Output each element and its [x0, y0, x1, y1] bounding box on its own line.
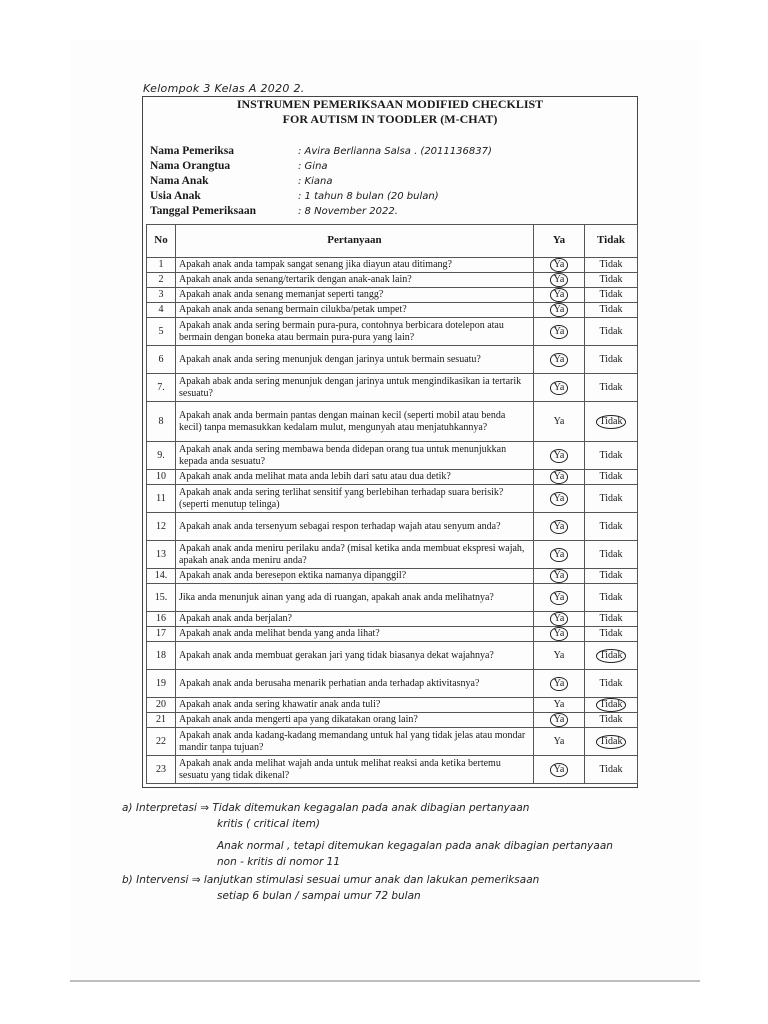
answer-ya: Ya — [553, 699, 565, 711]
answer-tidak-cell — [585, 612, 638, 627]
question-text: Apakah anak anda bermain pantas dengan mainan kecil (seperti mobil atau benda kecil) tanpa memasukkan kedalam mulut, mengunyah atau menjatuhkannya? — [176, 402, 534, 442]
answer-tidak: Tidak — [599, 628, 623, 640]
question-number: 7. — [147, 374, 176, 402]
table-row — [147, 541, 638, 569]
answer-tidak-cell — [585, 485, 638, 513]
table-row — [147, 756, 638, 784]
answer-ya-circled: Ya — [550, 677, 569, 691]
answer-ya-cell — [534, 470, 585, 485]
table-row — [147, 470, 638, 485]
question-number: 8 — [147, 402, 176, 442]
question-text: Apakah anak anda senang/tertarik dengan anak-anak lain? — [176, 273, 534, 288]
answer-ya-circled: Ya — [550, 569, 569, 583]
header-question: Pertanyaan — [176, 225, 534, 258]
answer-ya-circled: Ya — [550, 353, 569, 367]
interpretation-line-1: a) Interpretasi ⇒ Tidak ditemukan kegagalan pada anak dibagian pertanyaan — [122, 802, 530, 814]
question-number: 6 — [147, 346, 176, 374]
question-number: 9. — [147, 442, 176, 470]
answer-tidak-cell — [585, 470, 638, 485]
info-row-parent — [150, 159, 492, 174]
answer-ya-circled: Ya — [550, 492, 569, 506]
answer-ya-cell — [534, 670, 585, 698]
question-number: 19 — [147, 670, 176, 698]
header-no: No — [147, 225, 176, 258]
answer-ya-cell — [534, 442, 585, 470]
table-row — [147, 670, 638, 698]
group-class-note: Kelompok 3 Kelas A 2020 2. — [143, 82, 305, 95]
question-number: 1 — [147, 258, 176, 273]
answer-tidak-cell — [585, 569, 638, 584]
title-line-1: INSTRUMEN PEMERIKSAAN MODIFIED CHECKLIST — [236, 97, 544, 111]
answer-tidak: Tidak — [599, 304, 623, 316]
question-text: Apakah anak anda kadang-kadang memandang untuk hal yang tidak jelas atau mondar mandir tanpa tujuan? — [176, 728, 534, 756]
info-label: Nama Anak — [150, 175, 209, 187]
answer-ya-cell — [534, 627, 585, 642]
intervention-line-1: b) Intervensi ⇒ lanjutkan stimulasi sesuai umur anak dan lakukan pemeriksaan — [122, 874, 540, 886]
intervention-line-2: setiap 6 bulan / sampai umur 72 bulan — [217, 890, 421, 902]
question-text: Apakah anak anda sering membawa benda didepan orang tua untuk menunjukkan kepada anda sesuatu? — [176, 442, 534, 470]
answer-ya-circled: Ya — [550, 627, 569, 641]
answer-tidak-cell — [585, 541, 638, 569]
question-text: Apakah anak anda berusaha menarik perhatian anda terhadap aktivitasnya? — [176, 670, 534, 698]
answer-ya-circled: Ya — [550, 303, 569, 317]
question-number: 18 — [147, 642, 176, 670]
answer-tidak: Tidak — [599, 763, 623, 775]
answer-ya-cell — [534, 756, 585, 784]
table-header-row — [147, 225, 638, 258]
question-text: Apakah anak anda tampak sangat senang jika diayun atau ditimang? — [176, 258, 534, 273]
answer-ya-cell — [534, 346, 585, 374]
table-row — [147, 273, 638, 288]
info-label: Tanggal Pemeriksaan — [150, 205, 256, 217]
info-value: : Avira Berlianna Salsa . (2011136837) — [298, 146, 492, 157]
info-row-age — [150, 189, 492, 204]
answer-ya-circled: Ya — [550, 763, 569, 777]
answer-tidak-cell — [585, 756, 638, 784]
answer-tidak-cell — [585, 288, 638, 303]
question-number: 11 — [147, 485, 176, 513]
answer-tidak: Tidak — [599, 520, 623, 532]
question-text: Apakah anak anda senang memanjat seperti tangg? — [176, 288, 534, 303]
info-value: : Gina — [298, 161, 328, 172]
answer-ya-cell — [534, 698, 585, 713]
answer-tidak-circled: Tidak — [596, 649, 627, 663]
bottom-divider — [70, 980, 700, 982]
answer-ya: Ya — [553, 735, 565, 747]
table-row — [147, 642, 638, 670]
answer-ya-cell — [534, 713, 585, 728]
answer-ya: Ya — [553, 415, 565, 427]
answer-tidak-cell — [585, 713, 638, 728]
question-number: 10 — [147, 470, 176, 485]
answer-tidak: Tidak — [599, 381, 623, 393]
info-value: : 8 November 2022. — [298, 206, 398, 217]
answer-ya-cell — [534, 642, 585, 670]
answer-tidak-cell — [585, 374, 638, 402]
answer-tidak-cell — [585, 303, 638, 318]
answer-tidak-circled: Tidak — [596, 415, 627, 429]
table-row — [147, 569, 638, 584]
question-text: Apakah anak anda melihat benda yang anda lihat? — [176, 627, 534, 642]
answer-tidak-cell — [585, 728, 638, 756]
answer-tidak-cell — [585, 402, 638, 442]
answer-tidak-cell — [585, 642, 638, 670]
answer-tidak-cell — [585, 698, 638, 713]
answer-tidak: Tidak — [599, 613, 623, 625]
answer-ya-cell — [534, 288, 585, 303]
question-text: Apakah anak anda meniru perilaku anda? (misal ketika anda membuat ekspresi wajah, apakah anak anda meniru anda? — [176, 541, 534, 569]
table-row — [147, 318, 638, 346]
answer-ya-circled: Ya — [550, 258, 569, 272]
answer-ya-circled: Ya — [550, 449, 569, 463]
answer-tidak-cell — [585, 273, 638, 288]
info-row-child — [150, 174, 492, 189]
question-number: 22 — [147, 728, 176, 756]
question-number: 13 — [147, 541, 176, 569]
table-row — [147, 728, 638, 756]
question-number: 3 — [147, 288, 176, 303]
answer-ya-circled: Ya — [550, 612, 569, 626]
answer-tidak: Tidak — [599, 548, 623, 560]
info-row-date — [150, 204, 492, 219]
answer-ya-cell — [534, 584, 585, 612]
question-text: Apakah anak anda sering khawatir anak anda tuli? — [176, 698, 534, 713]
question-text: Apakah anak anda sering terlihat sensitif yang berlebihan terhadap suara berisik? (seperti menutup telinga) — [176, 485, 534, 513]
answer-tidak: Tidak — [599, 714, 623, 726]
interpretation-line-4: non - kritis di nomor 11 — [217, 856, 341, 868]
answer-ya-cell — [534, 318, 585, 346]
answer-ya-cell — [534, 513, 585, 541]
answer-ya-circled: Ya — [550, 548, 569, 562]
answer-ya-cell — [534, 612, 585, 627]
answer-ya-cell — [534, 303, 585, 318]
question-number: 16 — [147, 612, 176, 627]
form-title — [142, 97, 638, 127]
header-ya: Ya — [534, 225, 585, 258]
answer-ya-cell — [534, 402, 585, 442]
question-number: 20 — [147, 698, 176, 713]
answer-ya-circled: Ya — [550, 520, 569, 534]
question-text: Apakah anak anda melihat mata anda lebih dari satu atau dua detik? — [176, 470, 534, 485]
answer-tidak-cell — [585, 513, 638, 541]
table-row — [147, 713, 638, 728]
answer-tidak-circled: Tidak — [596, 698, 627, 712]
answer-tidak-cell — [585, 627, 638, 642]
question-number: 21 — [147, 713, 176, 728]
answer-tidak: Tidak — [599, 259, 623, 271]
table-row — [147, 303, 638, 318]
question-number: 5 — [147, 318, 176, 346]
mchat-question-table — [146, 224, 638, 784]
answer-ya-cell — [534, 273, 585, 288]
question-text: Apakah anak anda sering bermain pura-pura, contohnya berbicara dotelepon atau bermain dengan boneka atau bermain pura-pura yang lain? — [176, 318, 534, 346]
answer-ya-cell — [534, 541, 585, 569]
table-row — [147, 374, 638, 402]
answer-tidak: Tidak — [599, 325, 623, 337]
question-text: Apakah anak anda tersenyum sebagai respon terhadap wajah atau senyum anda? — [176, 513, 534, 541]
answer-tidak: Tidak — [599, 353, 623, 365]
answer-ya-circled: Ya — [550, 591, 569, 605]
title-line-2: FOR AUTISM IN TOODLER (M-CHAT) — [282, 112, 498, 126]
answer-tidak: Tidak — [599, 677, 623, 689]
info-label: Nama Pemeriksa — [150, 145, 234, 157]
table-row — [147, 698, 638, 713]
table-row — [147, 258, 638, 273]
answer-tidak: Tidak — [599, 274, 623, 286]
info-label: Nama Orangtua — [150, 160, 231, 172]
answer-tidak: Tidak — [599, 289, 623, 301]
question-rows — [147, 258, 638, 784]
table-row — [147, 627, 638, 642]
info-value: : 1 tahun 8 bulan (20 bulan) — [298, 191, 439, 202]
question-text: Apakah anak anda melihat wajah anda untuk melihat reaksi anda ketika bertemu sesuatu yang tidak dikenal? — [176, 756, 534, 784]
answer-ya-cell — [534, 374, 585, 402]
info-label: Usia Anak — [150, 190, 201, 202]
answer-ya-circled: Ya — [550, 470, 569, 484]
table-row — [147, 442, 638, 470]
answer-ya: Ya — [553, 649, 565, 661]
question-text: Apakah anak anda sering menunjuk dengan jarinya untuk bermain sesuatu? — [176, 346, 534, 374]
question-text: Apakah anak anda berjalan? — [176, 612, 534, 627]
answer-ya-cell — [534, 569, 585, 584]
question-number: 12 — [147, 513, 176, 541]
answer-ya-cell — [534, 485, 585, 513]
answer-ya-circled: Ya — [550, 273, 569, 287]
question-text: Apakah anak anda mengerti apa yang dikatakan orang lain? — [176, 713, 534, 728]
answer-tidak: Tidak — [599, 591, 623, 603]
table-row — [147, 584, 638, 612]
interpretation-line-2: kritis ( critical item) — [217, 818, 320, 830]
answer-tidak-cell — [585, 258, 638, 273]
info-row-examiner — [150, 144, 492, 159]
answer-ya-circled: Ya — [550, 713, 569, 727]
interpretation-line-3: Anak normal , tetapi ditemukan kegagalan pada anak dibagian pertanyaan — [217, 840, 613, 852]
answer-tidak: Tidak — [599, 449, 623, 461]
table-row — [147, 402, 638, 442]
question-number: 23 — [147, 756, 176, 784]
answer-tidak: Tidak — [599, 471, 623, 483]
question-text: Apakah anak anda membuat gerakan jari yang tidak biasanya dekat wajahnya? — [176, 642, 534, 670]
answer-tidak: Tidak — [599, 570, 623, 582]
handwritten-notes — [122, 800, 613, 904]
table-row — [147, 346, 638, 374]
answer-ya-cell — [534, 728, 585, 756]
table-row — [147, 513, 638, 541]
question-number: 14. — [147, 569, 176, 584]
question-text: Apakah anak anda beresepon ektika namanya dipanggil? — [176, 569, 534, 584]
question-text: Apakah anak anda senang bermain cilukba/petak umpet? — [176, 303, 534, 318]
answer-ya-cell — [534, 258, 585, 273]
table-row — [147, 288, 638, 303]
question-number: 17 — [147, 627, 176, 642]
examination-info — [150, 144, 492, 219]
answer-tidak: Tidak — [599, 492, 623, 504]
answer-tidak-circled: Tidak — [596, 735, 627, 749]
question-number: 4 — [147, 303, 176, 318]
answer-tidak-cell — [585, 670, 638, 698]
table-row — [147, 485, 638, 513]
answer-tidak-cell — [585, 442, 638, 470]
question-number: 2 — [147, 273, 176, 288]
header-tidak: Tidak — [585, 225, 638, 258]
question-number: 15. — [147, 584, 176, 612]
table-row — [147, 612, 638, 627]
info-value: : Kiana — [298, 176, 333, 187]
answer-ya-circled: Ya — [550, 288, 569, 302]
answer-ya-circled: Ya — [550, 381, 569, 395]
answer-tidak-cell — [585, 346, 638, 374]
answer-ya-circled: Ya — [550, 325, 569, 339]
answer-tidak-cell — [585, 584, 638, 612]
answer-tidak-cell — [585, 318, 638, 346]
question-text: Apakah abak anda sering menunjuk dengan jarinya untuk mengindikasikan ia tertarik sesuatu? — [176, 374, 534, 402]
question-text: Jika anda menunjuk ainan yang ada di ruangan, apakah anak anda melihatnya? — [176, 584, 534, 612]
